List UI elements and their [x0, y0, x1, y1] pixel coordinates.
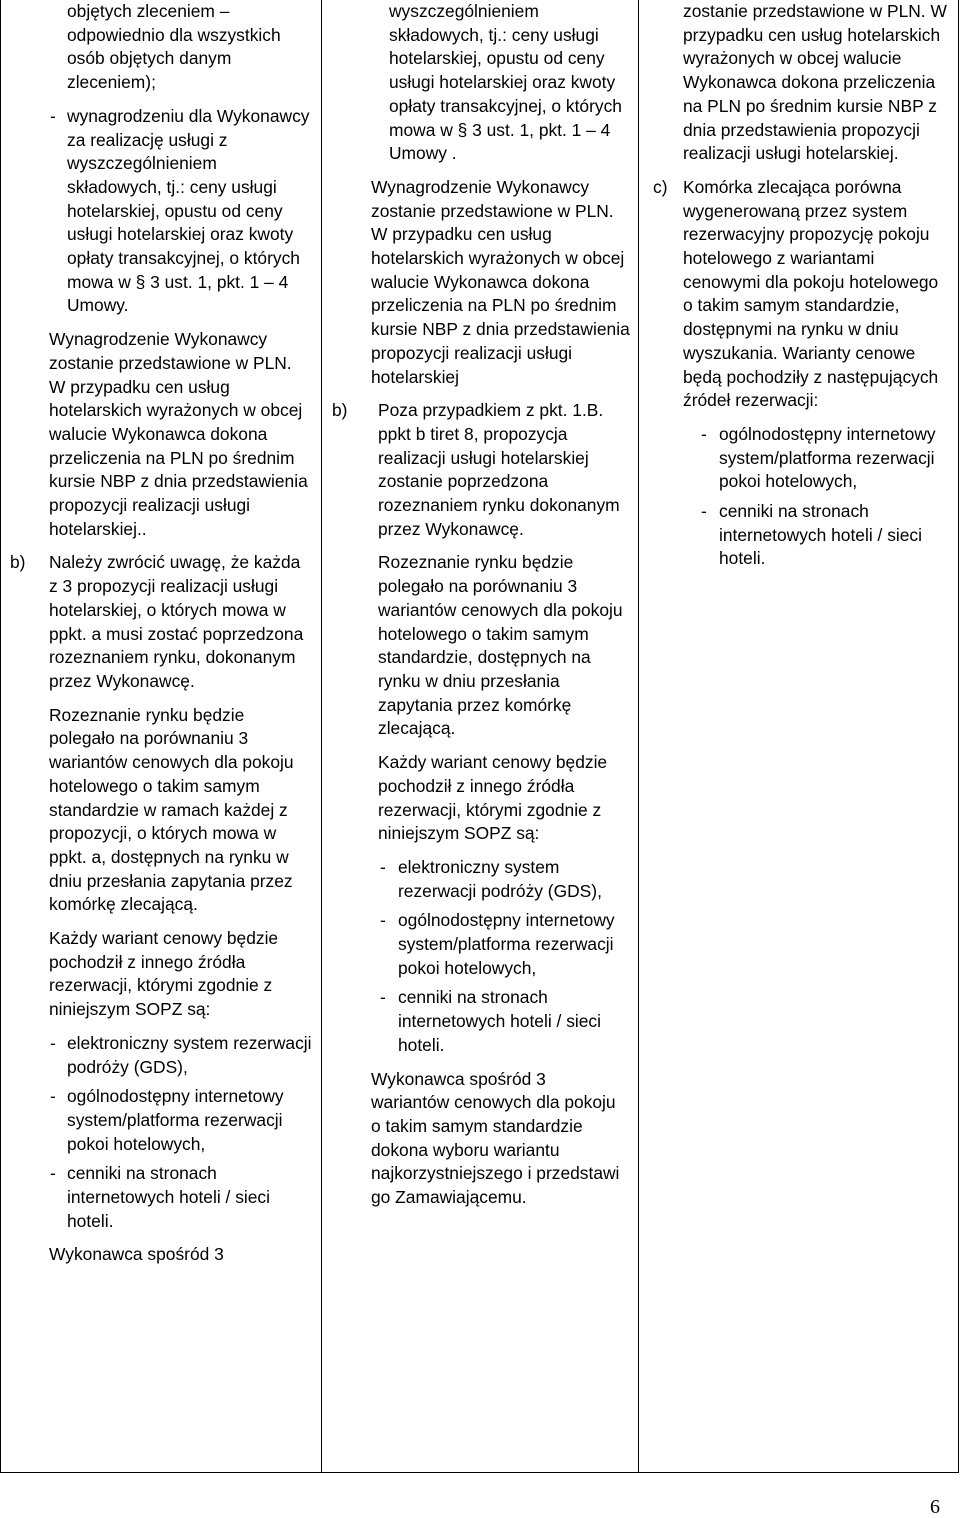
list-marker: c) — [653, 176, 668, 197]
dash-item — [0, 1032, 321, 1079]
paragraph: wyszczególnieniem składowych, tj.: ceny usługi hotelarskiej, opustu od ceny usługi hotelarskiej oraz kwoty opłaty transakcyjnej, o których mowa w § 3 ust. 1, pkt. 1 – 4 Umowy . — [389, 1, 622, 164]
dash-item-text: cenniki na stronach internetowych hoteli / sieci hoteli. — [67, 1163, 270, 1231]
dash-item — [0, 1085, 321, 1156]
dash-item — [0, 1162, 321, 1233]
list-item-text: Poza przypadkiem z pkt. 1.B. ppkt b tiret 8, propozycja realizacji usługi hotelarskiej zostanie poprzedzona rozeznaniem rynku dokonanym przez Wykonawcę. — [378, 400, 620, 539]
paragraph: Rozeznanie rynku będzie polegało na porównaniu 3 wariantów cenowych dla pokoju hotelowego o takim samym standardzie, dostępnych na rynku w dniu przesłania zapytania przez komórkę zlecającą. — [378, 552, 623, 739]
dash-item-text: ogólnodostępny internetowy system/platforma rezerwacji pokoi hotelowych, — [67, 1086, 284, 1154]
column-1 — [0, 0, 321, 1267]
dash-item — [639, 423, 959, 494]
list-item-text: Należy zwrócić uwagę, że każda z 3 propozycji realizacji usługi hotelarskiej, o których mowa w ppkt. a musi zostać poprzedzona rozeznaniem rynku, dokonanym przez Wykonawcę. — [49, 552, 304, 691]
dash-item — [322, 856, 638, 903]
dash-marker: - — [50, 105, 56, 126]
list-item-c — [639, 176, 959, 413]
dash-marker: - — [701, 501, 707, 522]
dash-item-text: ogólnodostępny internetowy system/platforma rezerwacji pokoi hotelowych, — [719, 423, 936, 492]
paragraph: Każdy wariant cenowy będzie pochodził z innego źródła rezerwacji, którymi zgodnie z niniejszym SOPZ są: — [378, 752, 608, 844]
dash-item — [639, 500, 959, 571]
paragraph: objętych zleceniem – odpowiednio dla wszystkich osób objętych danym zleceniem); — [67, 1, 281, 93]
dash-item — [322, 986, 638, 1057]
paragraph: Każdy wariant cenowy będzie pochodził z innego źródła rezerwacji, którymi zgodnie z niniejszym SOPZ są: — [49, 928, 279, 1020]
dash-item-text: cenniki na stronach internetowych hoteli / sieci hoteli. — [398, 987, 601, 1055]
dash-item-text: elektroniczny system rezerwacji podróży (GDS), — [398, 856, 602, 901]
paragraph: Wykonawca spośród 3 wariantów cenowych dla pokoju o takim samym standardzie dokona wyboru wariantu najkorzystniejszego i przedstawi go Zamawiającemu. — [371, 1068, 620, 1208]
dash-item-text: ogólnodostępny internetowy system/platforma rezerwacji pokoi hotelowych, — [398, 910, 615, 978]
paragraph: zostanie przedstawione w PLN. W przypadku cen usług hotelarskich wyrażonych w obcej walucie Wykonawca dokona przeliczenia na PLN po średnim kursie NBP z dnia przedstawienia propozycji realizacji usługi hotelarskiej. — [683, 1, 947, 164]
column-3 — [639, 0, 959, 571]
dash-item — [322, 909, 638, 980]
dash-item-text: elektroniczny system rezerwacji podróży (GDS), — [67, 1032, 312, 1077]
dash-marker: - — [380, 987, 386, 1008]
dash-marker: - — [380, 856, 386, 877]
list-marker: b) — [10, 552, 26, 573]
dash-marker: - — [50, 1086, 56, 1107]
paragraph: Wynagrodzenie Wykonawcy zostanie przedstawione w PLN. W przypadku cen usług hotelarskich wyrażonych w obcej walucie Wykonawca dokona przeliczenia na PLN po średnim kursie NBP z dnia przedstawienia propozycji realizacji usługi hotelarskiej.. — [49, 329, 308, 539]
dash-item-text: wynagrodzeniu dla Wykonawcy za realizację usługi z wyszczególnieniem składowych, tj.: ceny usługi hotelarskiej, opustu od ceny usługi hotelarskiej oraz kwoty opłaty transakcyjnej, o których mowa w § 3 ust. 1, pkt. 1 – 4 Umowy. — [67, 105, 310, 316]
paragraph: Rozeznanie rynku będzie polegało na porównaniu 3 wariantów cenowych dla pokoju hotelowego o takim samym standardzie w ramach każdej z propozycji, o których mowa w ppkt. a, dostępnych na rynku w dniu przesłania zapytania przez komórkę zlecającą. — [49, 704, 294, 915]
page-number: 6 — [930, 1496, 940, 1518]
list-marker: b) — [332, 400, 348, 421]
paragraph: Wynagrodzenie Wykonawcy zostanie przedstawione w PLN. W przypadku cen usług hotelarskich wyrażonych w obcej walucie Wykonawca dokona przeliczenia na PLN po średnim kursie NBP z dnia przedstawienia propozycji realizacji usługi hotelarskiej — [371, 176, 630, 387]
paragraph: Wykonawca spośród 3 — [49, 1244, 224, 1265]
dash-marker: - — [50, 1032, 56, 1053]
dash-item — [0, 105, 321, 318]
list-item-text: Komórka zlecająca porówna wygenerowaną przez system rezerwacyjny propozycję pokoju hotelowego z wariantami cenowymi dla pokoju hotelowego o takim samym standardzie, dostępnymi na rynku w dniu wyszukania. Warianty cenowe będą pochodziły z następujących źródeł rezerwacji: — [683, 176, 939, 411]
dash-marker: - — [701, 423, 707, 444]
dash-item-text: cenniki na stronach internetowych hoteli / sieci hoteli. — [719, 501, 922, 569]
list-item-b — [0, 551, 321, 693]
column-2 — [322, 0, 638, 1210]
list-item-b — [322, 399, 638, 541]
dash-marker: - — [50, 1163, 56, 1184]
dash-marker: - — [380, 910, 386, 931]
